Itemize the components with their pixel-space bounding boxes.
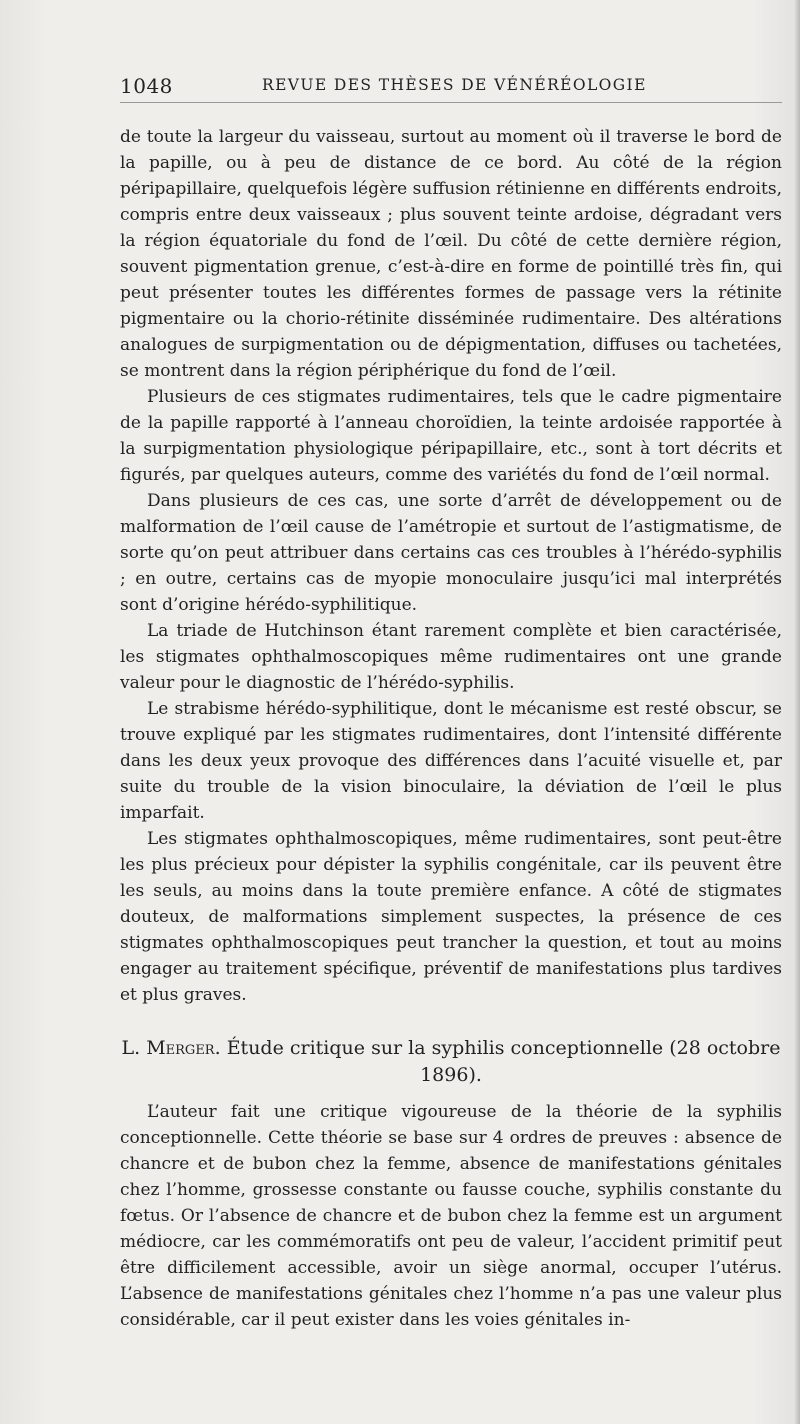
page-edge-shadow	[794, 0, 800, 1424]
body-text	[120, 124, 782, 1333]
page-number: 1048	[120, 74, 173, 98]
paragraph-7: L’auteur fait une critique vigoureuse de la théorie de la syphilis conceptionnelle. Cette théorie se base sur 4 ordres de preuves : absence de chancre et de bubon chez la femme, absence de manifestations génitales chez l’homme, grossesse constante ou fausse couche, syphilis constante du fœtus. Or l’absence de chancre et de bubon chez la femme est un argument médiocre, car les commémoratifs ont peu de valeur, l’accident primitif peut être difficilement accessible, avoir un siège anormal, occuper l’utérus. L’absence de manifestations génitales chez l’homme n’a pas une valeur plus considérable, car il peut exister dans les voies génitales in-	[120, 1102, 782, 1330]
section-title: Étude critique sur la syphilis conceptionnelle (28 octobre 1896).	[226, 1037, 781, 1086]
paragraph-5: Le strabisme hérédo-syphilitique, dont le mécanisme est resté obscur, se trouve expliqué par les stigmates rudimentaires, dont l’intensité différente dans les deux yeux provoque des différences dans l’acuité visuelle et, par suite du trouble de la vision binoculaire, la déviation de l’œil le plus imparfait.	[120, 699, 782, 823]
running-header	[120, 74, 782, 103]
paragraph-3: Dans plusieurs de ces cas, une sorte d’arrêt de développement ou de malformation de l’œil cause de l’amétropie et surtout de l’astigmatisme, de sorte qu’on peut attribuer dans certains cas ces troubles à l’hérédo-syphilis ; en outre, certains cas de myopie monoculaire jusqu’ici mal interprétés sont d’origine hérédo-syphilitique.	[120, 491, 782, 615]
paragraph-6: Les stigmates ophthalmoscopiques, même rudimentaires, sont peut-être les plus précieux pour dépister la syphilis congénitale, car ils peuvent être les seuls, au moins dans la toute première enfance. A côté de stigmates douteux, de malformations simplement suspectes, la présence de ces stigmates ophthalmoscopiques peut trancher la question, et tout au moins engager au traitement spécifique, préventif de manifestations plus tardives et plus graves.	[120, 829, 782, 1005]
section-heading	[120, 1035, 782, 1089]
paragraph-1: de toute la largeur du vaisseau, surtout au moment où il traverse le bord de la papille, ou à peu de distance de ce bord. Au côté de la région péripapillaire, quelquefois légère suffusion rétinienne en différents endroits, compris entre deux vaisseaux ; plus souvent teinte ardoise, dégradant vers la région équatoriale du fond de l’œil. Du côté de cette dernière région, souvent pigmentation grenue, c’est-à-dire en forme de pointillé très fin, qui peut présenter toutes les différentes formes de passage vers la rétinite pigmentaire ou la chorio-rétinite disséminée rudimentaire. Des altérations analogues de surpigmentation ou de dépigmentation, diffuses ou tachetées, se montrent dans la région périphérique du fond de l’œil.	[120, 127, 782, 381]
running-title: REVUE DES THÈSES DE VÉNÉRÉOLOGIE	[262, 76, 647, 94]
section-author: L. Merger.	[121, 1037, 221, 1059]
paragraph-4: La triade de Hutchinson étant rarement complète et bien caractérisée, les stigmates ophthalmoscopiques même rudimentaires ont une grande valeur pour le diagnostic de l’hérédo-syphilis.	[120, 621, 782, 693]
paragraph-2: Plusieurs de ces stigmates rudimentaires, tels que le cadre pigmentaire de la papille rapporté à l’anneau choroïdien, la teinte ardoisée rapportée à la surpigmentation physiologique péripapillaire, etc., sont à tort décrits et figurés, par quelques auteurs, comme des variétés du fond de l’œil normal.	[120, 387, 782, 485]
